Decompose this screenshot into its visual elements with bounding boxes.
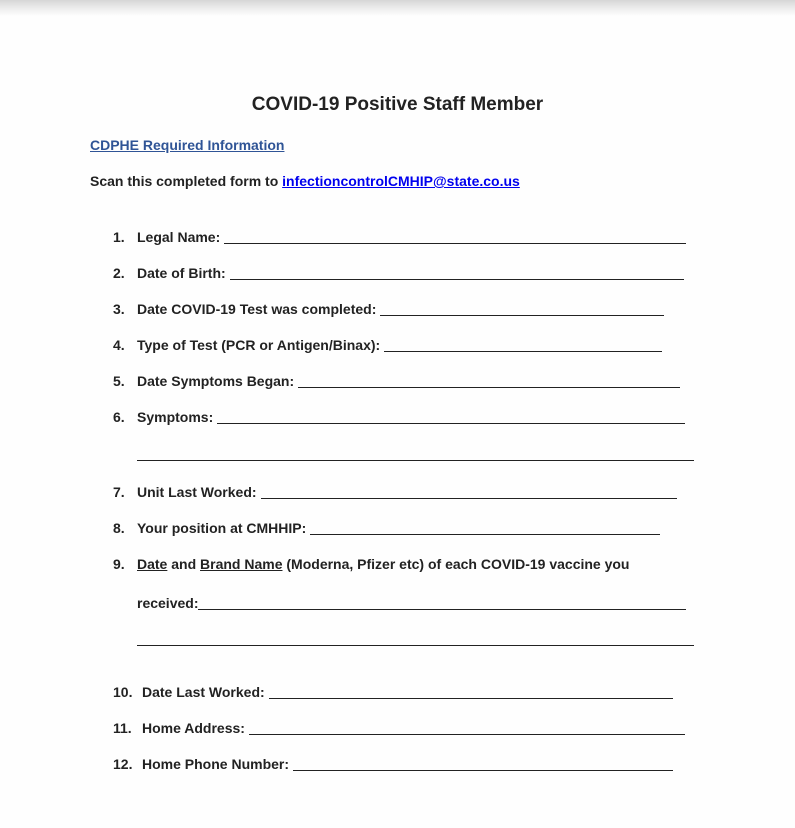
field-label: Legal Name: xyxy=(137,229,221,245)
type-of-test-input-line[interactable] xyxy=(384,339,662,352)
field-number: 4. xyxy=(113,337,125,353)
field-vaccine-received xyxy=(137,595,686,611)
field-label: Home Address: xyxy=(142,720,245,736)
field-label: Symptoms: xyxy=(137,409,214,425)
symptoms-input-line-2[interactable] xyxy=(137,459,694,461)
viewer-top-shadow xyxy=(0,0,795,16)
field-number: 8. xyxy=(113,520,125,536)
field-label: Home Phone Number: xyxy=(142,756,290,772)
field-home-address xyxy=(113,720,685,736)
field-type-of-test xyxy=(113,337,662,353)
field-date-test-completed xyxy=(113,301,664,317)
scan-instruction xyxy=(90,173,520,189)
field-symptoms xyxy=(113,409,685,425)
field-number: 6. xyxy=(113,409,125,425)
position-input-line[interactable] xyxy=(310,522,660,535)
home-phone-input-line[interactable] xyxy=(293,758,673,771)
scan-instruction-text: Scan this completed form to xyxy=(90,173,283,189)
field-number: 11. xyxy=(113,720,132,736)
date-of-birth-input-line[interactable] xyxy=(230,267,684,280)
field-label: Date Symptoms Began: xyxy=(137,373,295,389)
field-date-of-birth xyxy=(113,265,684,281)
field-number: 7. xyxy=(113,484,125,500)
date-test-completed-input-line[interactable] xyxy=(380,303,664,316)
field-label: Type of Test (PCR or Antigen/Binax): xyxy=(137,337,381,353)
date-last-worked-input-line[interactable] xyxy=(269,686,673,699)
email-link[interactable]: infectioncontrolCMHIP@state.co.us xyxy=(282,173,520,189)
field-legal-name xyxy=(113,229,686,245)
field-date-symptoms-began xyxy=(113,373,680,389)
vaccine-description-text: (Moderna, Pfizer etc) of each COVID-19 vaccine you xyxy=(282,556,630,572)
field-number: 2. xyxy=(113,265,125,281)
brand-name-underlined-text: Brand Name xyxy=(200,556,283,572)
date-symptoms-began-input-line[interactable] xyxy=(298,375,680,388)
and-text: and xyxy=(167,556,201,572)
field-number: 3. xyxy=(113,301,125,317)
field-label: Date Last Worked: xyxy=(142,684,265,700)
vaccine-received-input-line-2[interactable] xyxy=(137,644,694,646)
unit-last-worked-input-line[interactable] xyxy=(261,486,677,499)
legal-name-input-line[interactable] xyxy=(224,231,686,244)
field-number: 9. xyxy=(113,556,125,572)
field-unit-last-worked xyxy=(113,484,677,500)
page-title: COVID-19 Positive Staff Member xyxy=(251,94,544,115)
field-label xyxy=(137,556,630,572)
field-label: Date COVID-19 Test was completed: xyxy=(137,301,377,317)
field-number: 1. xyxy=(113,229,125,245)
field-date-last-worked xyxy=(113,684,673,700)
cdphe-required-information-link[interactable]: CDPHE Required Information xyxy=(90,137,285,153)
home-address-input-line[interactable] xyxy=(249,722,685,735)
field-number: 12. xyxy=(113,756,133,772)
field-home-phone xyxy=(113,756,673,772)
field-label: Date of Birth: xyxy=(137,265,226,281)
field-number: 10. xyxy=(113,684,133,700)
field-position xyxy=(113,520,660,536)
vaccine-received-input-line[interactable] xyxy=(198,597,686,610)
field-label: Unit Last Worked: xyxy=(137,484,257,500)
field-number: 5. xyxy=(113,373,125,389)
field-label: received: xyxy=(137,595,199,611)
date-underlined-text: Date xyxy=(137,556,168,572)
field-vaccine-info xyxy=(113,556,630,572)
symptoms-input-line[interactable] xyxy=(217,411,685,424)
field-label: Your position at CMHHIP: xyxy=(137,520,307,536)
